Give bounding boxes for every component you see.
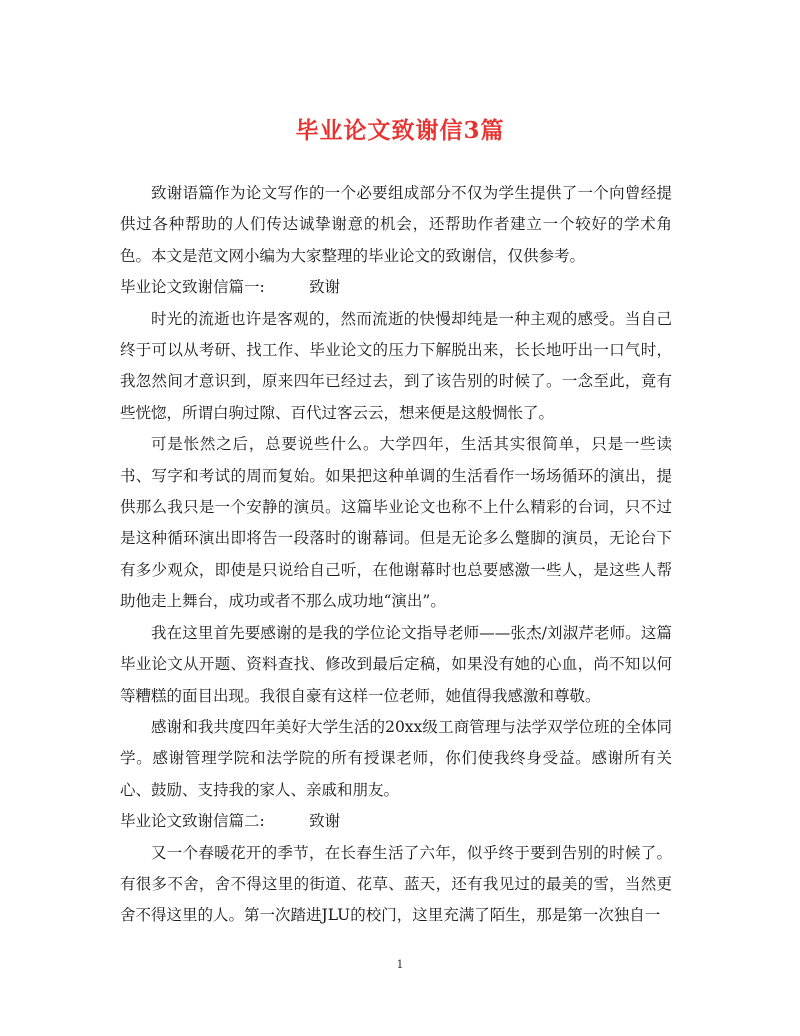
section1-paragraph: 时光的流逝也许是客观的，然而流逝的快慢却纯是一种主观的感受。当自己终于可以从考研、找工作、毕业论文的压力下解脱出来，长长地吁出一口气时，我忽然间才意识到，原来四年已经过去，到了该告别的时候了。一念至此，竟有些恍惚，所谓白驹过隙、百代过客云云，想来便是这般惆怅了。	[120, 309, 672, 422]
section1-paragraph: 感谢和我共度四年美好大学生活的20xx级工商管理与法学双学位班的全体同学。感谢管理学院和法学院的所有授课老师，你们使我终身受益。感谢所有关心、鼓励、支持我的家人、亲戚和朋友。	[120, 717, 672, 799]
section1-paragraph: 可是怅然之后，总要说些什么。大学四年，生活其实很简单，只是一些读书、写字和考试的周而复始。如果把这种单调的生活看作一场场循环的演出，提供那么我只是一个安静的演员。这篇毕业论文也称不上什么精彩的台词，只不过是这种循环演出即将告一段落时的谢幕词。但是无论多么蹩脚的演员，无论台下有多少观众，即使是只说给自己听，在他谢幕时也总要感激一些人，是这些人帮助他走上舞台，成功或者不那么成功地“演出”。	[120, 435, 672, 611]
section1-paragraph: 我在这里首先要感谢的是我的学位论文指导老师——张杰/刘淑芹老师。这篇毕业论文从开题、资料查找、修改到最后定稿，如果没有她的心血，尚不知以何等糟糕的面目出现。我很自豪有这样一位老师，她值得我感激和尊敬。	[120, 623, 672, 705]
section-heading-1: 毕业论文致谢信篇一: 致谢	[120, 278, 341, 297]
page-number: 1	[396, 958, 404, 971]
intro-paragraph: 致谢语篇作为论文写作的一个必要组成部分不仅为学生提供了一个向曾经提供过各种帮助的人们传达诚挚谢意的机会，还帮助作者建立一个较好的学术角色。本文是范文网小编为大家整理的毕业论文的致谢信，仅供参考。	[120, 184, 672, 265]
document-title: 毕业论文致谢信3篇	[295, 117, 505, 144]
section-heading-2: 毕业论文致谢信篇二: 致谢	[120, 812, 341, 831]
document-body	[120, 178, 672, 932]
section2-paragraph: 又一个春暖花开的季节，在长春生活了六年，似乎终于要到告别的时候了。有很多不舍，舍不得这里的街道、花草、蓝天，还有我见过的最美的雪，当然更舍不得这里的人。第一次踏进JLU的校门，这里充满了陌生，那是第一次独自一	[120, 843, 672, 925]
